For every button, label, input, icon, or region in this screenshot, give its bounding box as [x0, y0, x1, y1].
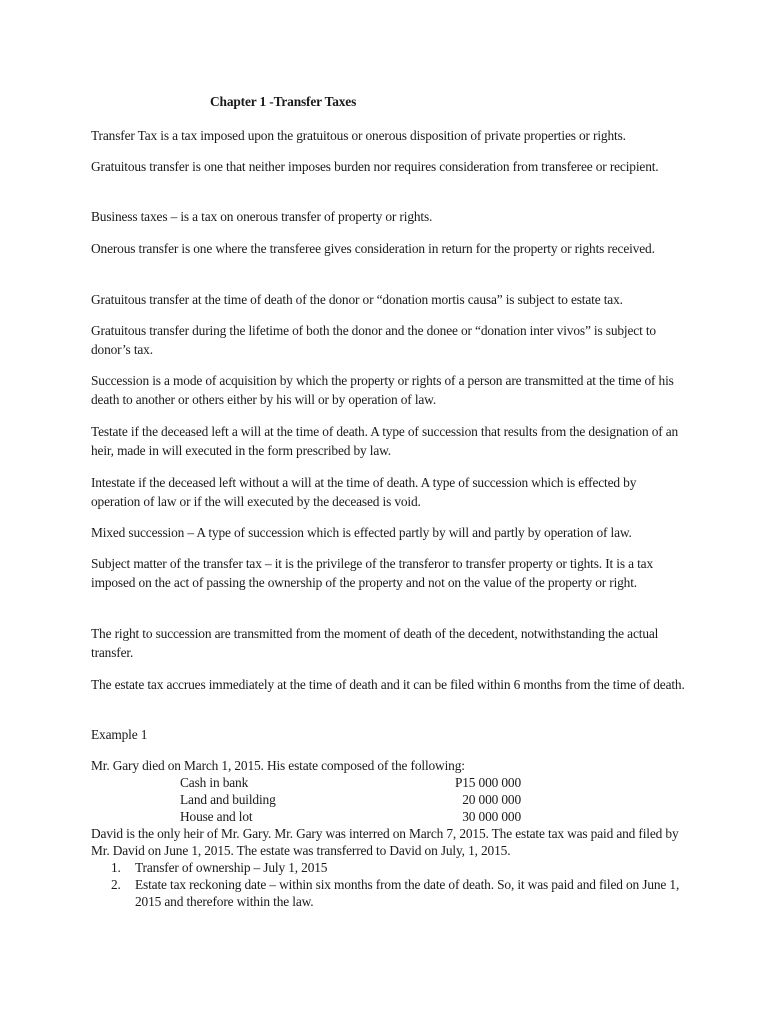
paragraph-testate: Testate if the deceased left a will at the time of death. A type of succession that results from the designation of an heir, made in will executed in the form prescribed by law.: [91, 424, 679, 458]
asset-value: 30 000 000: [462, 809, 521, 824]
list-number: 2.: [111, 877, 121, 892]
asset-value: 20 000 000: [462, 792, 521, 807]
asset-name: Land and building: [180, 792, 276, 807]
example-block: [91, 757, 691, 910]
list-item: [91, 859, 691, 876]
paragraph-business-taxes: Business taxes – is a tax on onerous transfer of property or rights.: [91, 209, 433, 224]
asset-row: [91, 791, 691, 808]
paragraph-onerous-transfer: Onerous transfer is one where the transferee gives consideration in return for the property or rights received.: [91, 241, 655, 256]
list-text: Transfer of ownership – July 1, 2015: [135, 860, 328, 875]
paragraph-mixed-succession: Mixed succession – A type of succession which is effected partly by will and partly by operation of law.: [91, 525, 632, 540]
asset-name: House and lot: [180, 809, 253, 824]
paragraph-gratuitous-transfer: Gratuitous transfer is one that neither imposes burden nor requires consideration from transferee or recipient.: [91, 159, 659, 174]
paragraph-succession: Succession is a mode of acquisition by which the property or rights of a person are transmitted at the time of his death to another or others either by his will or by operation of law.: [91, 373, 674, 407]
paragraph-intestate: Intestate if the deceased left without a will at the time of death. A type of succession which is effected by operation of law or if the will executed by the deceased is void.: [91, 475, 637, 509]
paragraph-inter-vivos: Gratuitous transfer during the lifetime of both the donor and the donee or “donation inter vivos” is subject to donor’s tax.: [91, 323, 656, 357]
list-item: [91, 876, 691, 910]
paragraph-transfer-tax: Transfer Tax is a tax imposed upon the gratuitous or onerous disposition of private properties or rights.: [91, 128, 626, 143]
list-text: Estate tax reckoning date – within six months from the date of death. So, it was paid and filed on June 1, 2015 and therefore within the law.: [135, 877, 680, 909]
example-intro: Mr. Gary died on March 1, 2015. His estate composed of the following:: [91, 758, 465, 773]
paragraph-mortis-causa: Gratuitous transfer at the time of death of the donor or “donation mortis causa” is subject to estate tax.: [91, 292, 623, 307]
asset-name: Cash in bank: [180, 775, 249, 790]
chapter-title: Chapter 1 -Transfer Taxes: [210, 94, 357, 109]
asset-value: P15 000 000: [454, 775, 521, 790]
asset-row: [91, 808, 691, 825]
example-heading: Example 1: [91, 727, 148, 742]
list-number: 1.: [111, 860, 121, 875]
example-narrative: David is the only heir of Mr. Gary. Mr. Gary was interred on March 7, 2015. The estate tax was paid and filed by Mr. David on June 1, 2015. The estate was transferred to David on July, 1, 2015.: [91, 826, 679, 858]
asset-row: [91, 774, 691, 791]
paragraph-estate-tax-accrues: The estate tax accrues immediately at the time of death and it can be filed within 6 months from the time of death.: [91, 677, 685, 692]
paragraph-right-to-succession: The right to succession are transmitted from the moment of death of the decedent, notwithstanding the actual transfer.: [91, 626, 659, 660]
paragraph-subject-matter: Subject matter of the transfer tax – it is the privilege of the transferor to transfer property or tights. It is a tax imposed on the act of passing the ownership of the property and not on the value of the property or right.: [91, 556, 654, 590]
